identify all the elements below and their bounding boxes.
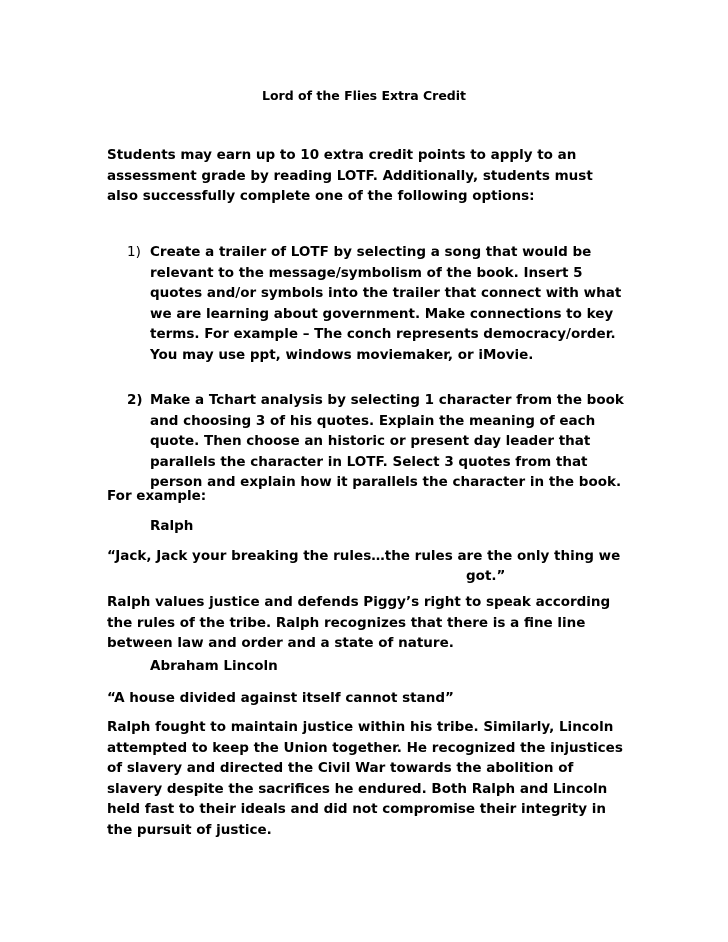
example-quote-line-1: “Jack, Jack your breaking the rules…the rules are the only thing we [107,548,621,564]
example-leader: Abraham Lincoln [150,658,278,674]
example-character: Ralph [150,518,194,534]
option-number: 1) [127,244,141,260]
intro-paragraph: Students may earn up to 10 extra credit points to apply to an assessment grade by reading LOTF. Additionally, students must also successfully complete one of the following options: [107,147,593,204]
page-title: Lord of the Flies Extra Credit [261,88,467,103]
option-number: 2) [127,392,143,408]
example-leader-quote: “A house divided against itself cannot stand” [107,690,454,706]
option-2 [127,390,637,493]
example-label: For example: [107,488,207,504]
example-analysis: Ralph values justice and defends Piggy’s right to speak according the rules of the tribe. Ralph recognizes that there is a fine line between law and order and a state of nature. [107,594,611,651]
option-text: Create a trailer of LOTF by selecting a song that would be relevant to the message/symbolism of the book. Insert 5 quotes and/or symbols into the trailer that connect with what we are learning about government. Make connections to key terms. For example – The conch represents democracy/order. You may use ppt, windows moviemaker, or iMovie. [150,244,622,363]
option-text: Make a Tchart analysis by selecting 1 character from the book and choosing 3 of his quotes. Explain the meaning of each quote. Then choose an historic or present day leader that parallels the character in LOTF. Select 3 quotes from that person and explain how it parallels the character in the book. [150,392,624,490]
option-1 [127,242,637,365]
example-comparison: Ralph fought to maintain justice within his tribe. Similarly, Lincoln attempted to keep the Union together. He recognized the injustices of slavery and directed the Civil War towards the abolition of slavery despite the sacrifices he endured. Both Ralph and Lincoln held fast to their ideals and did not compromise their integrity in the pursuit of justice. [107,719,623,838]
example-quote-line-2: got.” [466,568,506,584]
